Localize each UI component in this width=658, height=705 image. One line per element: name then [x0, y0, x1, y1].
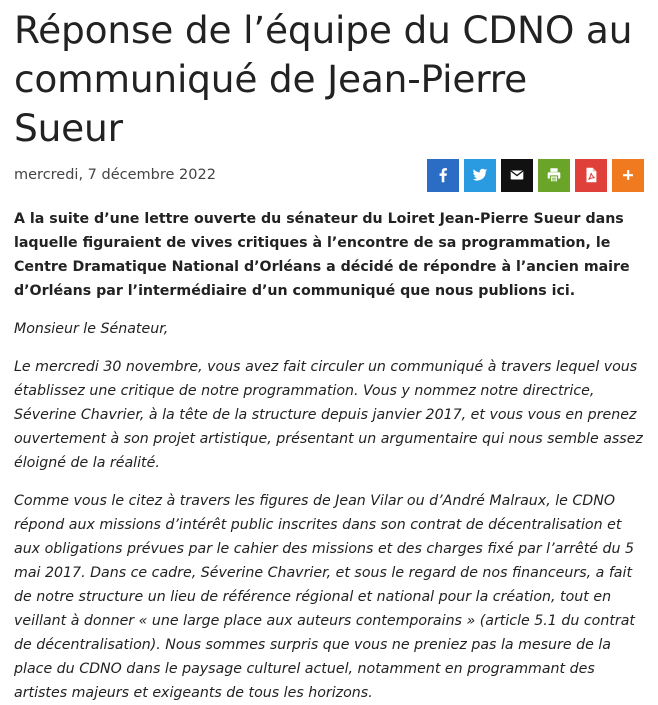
- article: [0, 6, 658, 705]
- title-line-2: communiqué de Jean-Pierre Sueur: [14, 57, 528, 150]
- pdf-button[interactable]: [575, 159, 607, 192]
- plus-icon: [619, 166, 637, 184]
- paragraph-1: Le mercredi 30 novembre, vous avez fait circuler un communiqué à travers lequel vous établissez une critique de notre programmation. Vous y nommez notre directrice, Séverine Chavrier, à la tête de la structure depuis janvier 2017, et vous vous en prenez ouvertement à son projet artistique, présentant un argumentaire qui nous semble assez éloigné de la réalité.: [14, 359, 643, 471]
- print-icon: [545, 166, 563, 184]
- facebook-icon: [434, 166, 452, 184]
- publish-date: mercredi, 7 décembre 2022: [14, 167, 216, 183]
- email-share-button[interactable]: [501, 159, 533, 192]
- article-body: [14, 317, 644, 705]
- share-buttons: [427, 159, 644, 192]
- facebook-share-button[interactable]: [427, 159, 459, 192]
- title-line-1: Réponse de l’équipe du CDNO au: [14, 8, 633, 52]
- paragraph-2: Comme vous le citez à travers les figures de Jean Vilar ou d’André Malraux, le CDNO répond aux missions d’intérêt public inscrites dans son contrat de décentralisation et aux obligations prévues par le cahier des missions et des charges fixé par l’arrêté du 5 mai 2017. Dans ce cadre, Séverine Chavrier, et sous le regard de nos financeurs, a fait de notre structure un lieu de référence régional et national pour la création, tout en veillant à donner « une large place aux auteurs contemporains » (article 5.1 du contrat de décentralisation). Nous sommes surpris que vous ne preniez pas la mesure de la place du CDNO dans le paysage culturel actuel, notamment en programmant des artistes majeurs et exigeants de tous les horizons.: [14, 493, 635, 701]
- more-share-button[interactable]: [612, 159, 644, 192]
- twitter-icon: [471, 166, 489, 184]
- page-title: [14, 6, 644, 153]
- twitter-share-button[interactable]: [464, 159, 496, 192]
- article-meta: [14, 157, 644, 193]
- pdf-icon: [582, 166, 600, 184]
- email-icon: [508, 166, 526, 184]
- salutation: Monsieur le Sénateur,: [14, 321, 169, 337]
- article-lead: A la suite d’une lettre ouverte du sénateur du Loiret Jean-Pierre Sueur dans laquelle figuraient de vives critiques à l’encontre de sa programmation, le Centre Dramatique National d’Orléans a décidé de répondre à l’ancien maire d’Orléans par l’intermédiaire d’un communiqué que nous publions ici.: [14, 211, 630, 299]
- print-button[interactable]: [538, 159, 570, 192]
